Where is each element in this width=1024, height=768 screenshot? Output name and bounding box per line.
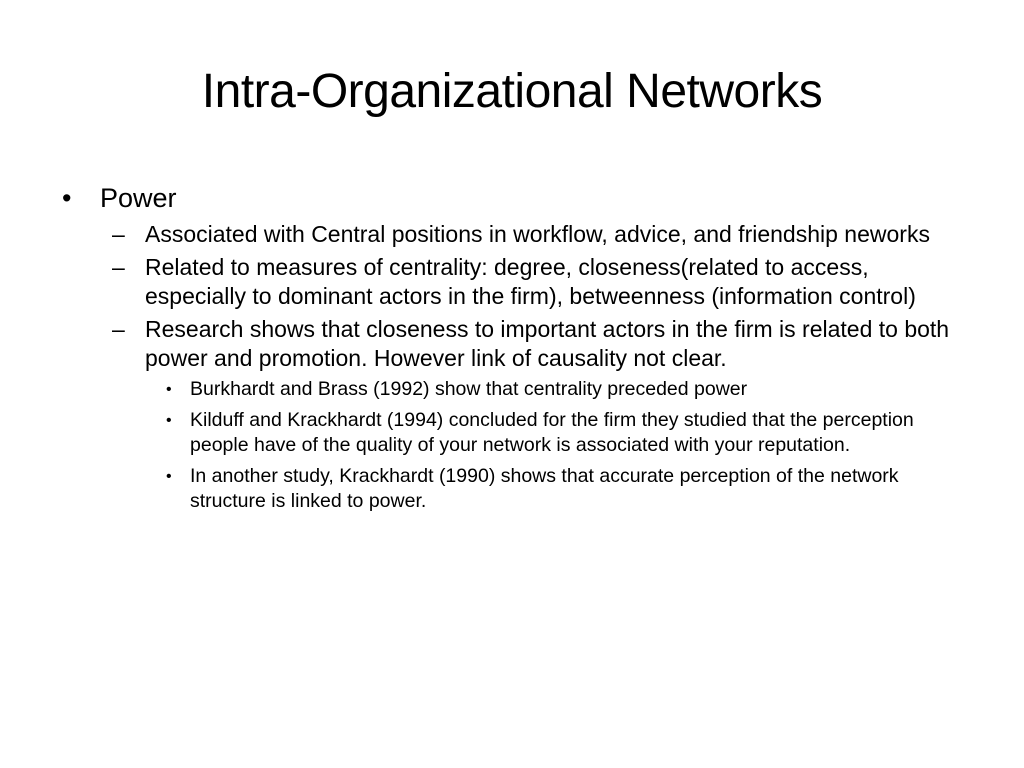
sub-sub-bullet-burkhardt-brass [60,377,965,403]
sub-bullet-text: Associated with Central positions in workflow, advice, and friendship neworks [145,221,930,247]
bullet-dot-icon: • [166,467,172,485]
sub-sub-bullet-text: Burkhardt and Brass (1992) show that centrality preceded power [190,378,748,400]
dash-icon: – [112,316,125,342]
bullet-dot-icon: • [62,183,72,213]
slide-title: Intra-Organizational Networks [201,65,823,118]
sub-bullet-central-positions [60,220,965,249]
bullet-power [60,180,965,216]
sub-sub-bullet-krackhardt-1990 [60,464,965,515]
dash-icon: – [112,221,125,247]
sub-sub-bullet-text: Kilduff and Krackhardt (1994) concluded for the firm they studied that the perception people have of the quality of your network is associated with your reputation. [190,408,914,456]
sub-bullet-text: Related to measures of centrality: degree, closeness(related to access, especially to dominant actors in the firm), betweenness (information control) [145,254,916,309]
sub-bullet-text: Research shows that closeness to important actors in the firm is related to both power and promotion. However link of causality not clear. [145,316,950,371]
slide-body [60,180,965,520]
bullet-dot-icon: • [166,381,172,398]
sub-bullet-centrality-measures [60,253,965,311]
sub-sub-bullet-text: In another study, Krackhardt (1990) shows that accurate perception of the network structure is linked to power. [190,464,899,512]
bullet-dot-icon: • [166,411,172,429]
sub-bullet-research [60,315,965,373]
bullet-text: Power [100,183,177,213]
dash-icon: – [112,254,125,280]
sub-sub-bullet-kilduff-krackhardt [60,408,965,459]
